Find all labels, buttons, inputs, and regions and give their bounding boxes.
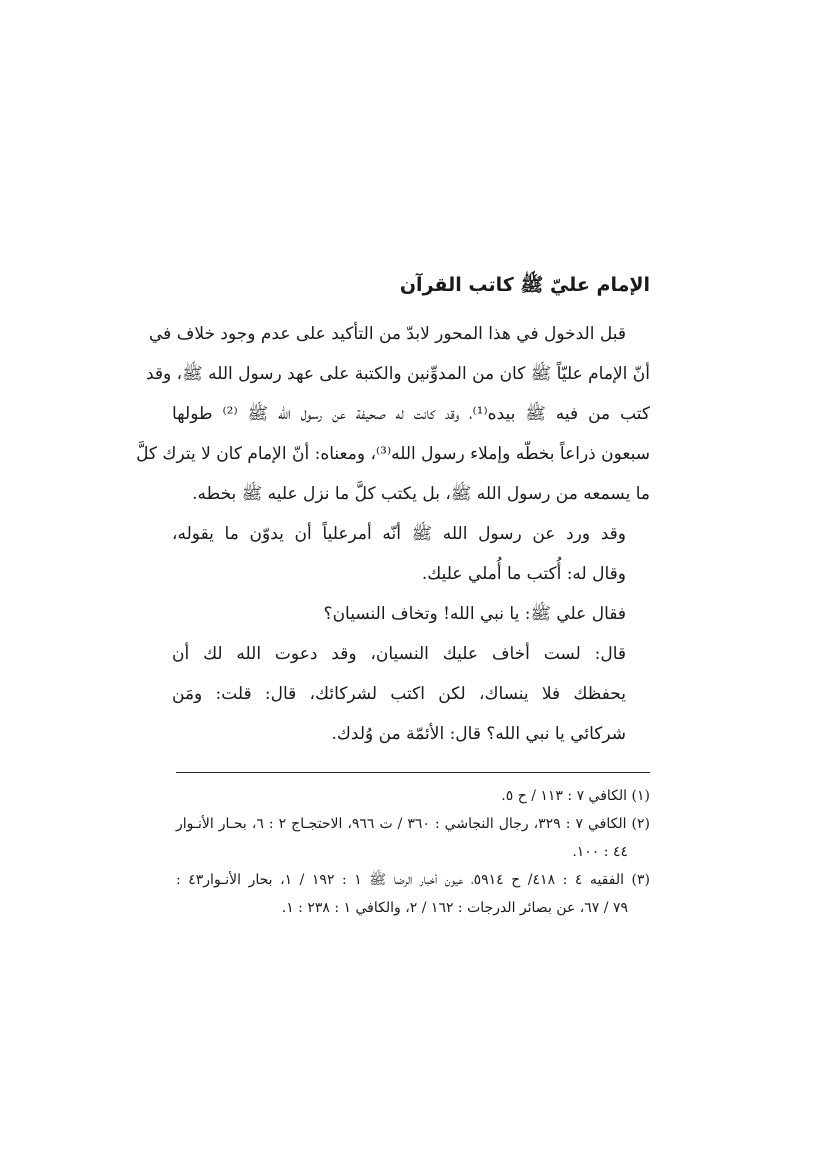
footnotes bbox=[176, 782, 650, 922]
section-heading: الإمام عليّ ﷺ كاتب القرآن bbox=[399, 274, 650, 296]
paragraph-line: كتب من فيه ﷺ بيده⁽¹⁾، وقد كانت له صحيفة عن رسول الله ﷺ ⁽²⁾ طولها bbox=[172, 404, 650, 424]
footnote-3-continued: ٧٩ / ٦٧، عن بصائر الدرجات : ١٦٢ / ٢، والكافي ١ : ٢٣٨ : ١. bbox=[281, 900, 628, 916]
footnote-divider bbox=[176, 772, 650, 773]
paragraph-line: فقال علي ﷺ: يا نبي الله! وتخاف النسيان؟ bbox=[323, 604, 626, 624]
paragraph-line: ما يسمعه من رسول الله ﷺ، بل يكتب كلَّ ما نزل عليه ﷺ بخطه. bbox=[192, 484, 650, 504]
paragraph-line: أنّ الإمام عليّاً ﷺ كان من المدوِّنين والكتبة على عهد رسول الله ﷺ، وقد bbox=[145, 364, 650, 384]
paragraph-line: شركائي يا نبي الله؟ قال: الأئمّة من وُلدك. bbox=[331, 724, 626, 744]
main-text bbox=[136, 314, 650, 754]
footnote-2: (٢) الكافي ٧ : ٣٢٩، رجال النجاشي : ٣٦٠ / ت ٩٦٦، الاحتجـاج ٢ : ٦، بحـار الأنـوار bbox=[176, 816, 650, 832]
paragraph-line: قال: لست أخاف عليك النسيان، وقد دعوت الله لك أن bbox=[172, 644, 626, 664]
footnote-1: (١) الكافي ٧ : ١١٣ / ح ٥. bbox=[501, 788, 650, 804]
footnote-3: (٣) الفقيه ٤ : ٤١٨/ ح ٥٩١٤، عيون أخبار الرضا ﷺ ١ : ١٩٢ / ١، بحار الأنـوار٤٣ : bbox=[176, 872, 650, 888]
paragraph-line: قبل الدخول في هذا المحور لابدّ من التأكيد على عدم وجود خلاف في bbox=[149, 324, 626, 344]
paragraph-line: سبعون ذراعاً بخطّه وإملاء رسول الله⁽³⁾، ومعناه: أنّ الإمام كان لا يترك كلَّ bbox=[136, 444, 650, 464]
paragraph-line: يحفظك فلا ينساك، لكن اكتب لشركائك، قال: قلت: ومَن bbox=[172, 684, 626, 704]
footnote-2-continued: ٤٤ : ١٠٠. bbox=[572, 844, 628, 860]
paragraph-line: وقال له: أُكتب ما أُملي عليك. bbox=[421, 564, 626, 584]
paragraph-line: وقد ورد عن رسول الله ﷺ أنّه أمرعلياً أن يدوّن ما يقوله، bbox=[172, 524, 626, 544]
